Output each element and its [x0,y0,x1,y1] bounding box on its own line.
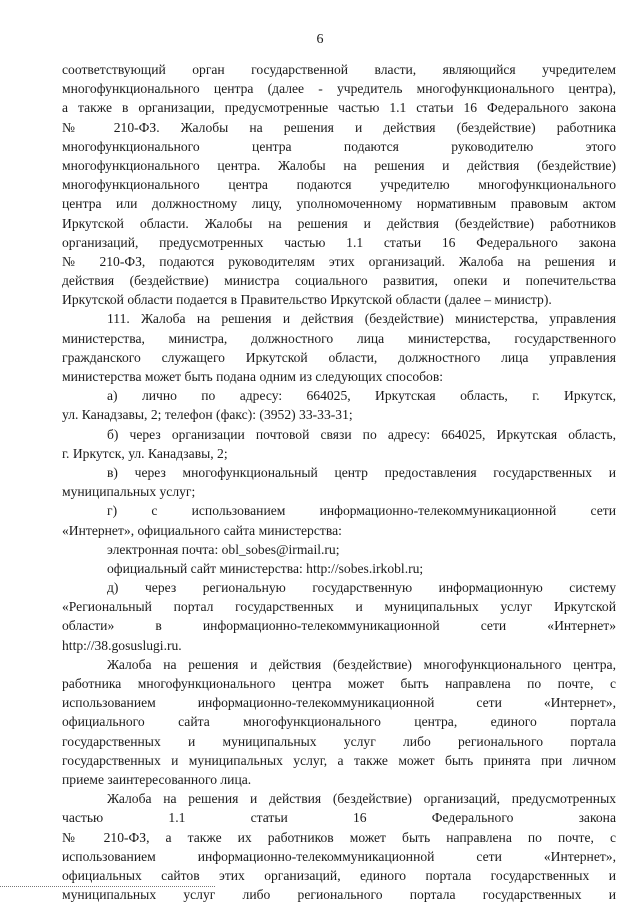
text-line: многофункционального центра. Жалобы на решения и действия (бездействие) [62,157,616,173]
text-line: № 210-ФЗ, а также их работников может быть направлена по почте, с [62,829,616,845]
text-line: гражданского служащего Иркутской области, должностного лица управления [62,349,616,365]
text-line: центра или должностному лицу, уполномоченному нормативным правовым актом [62,196,616,212]
text-line: http://38.gosuslugi.ru. [62,637,182,653]
text-line: государственных и муниципальных услуг либо регионального портала [62,733,616,749]
text-line: официальный сайт министерства: http://sobes.irkobl.ru; [107,560,424,576]
text-line: многофункционального центра подаются руководителю этого [62,138,616,154]
text-line: муниципальных услуг либо регионального портала государственных и [62,887,616,903]
text-line: министерства, министра, должностного лица министерства, государственного [62,330,616,346]
text-line: официальных сайтов этих организаций, единого портала государственных и [62,867,616,883]
text-line: Жалоба на решения и действия (бездействие) многофункционального центра, [107,656,616,672]
text-line: г. Иркутск, ул. Канадзавы, 2; [62,445,228,461]
text-line: в) через многофункциональный центр предоставления государственных и [107,464,616,480]
text-line: использованием информационно-телекоммуникационной сети «Интернет», [62,695,616,711]
text-line: приеме заинтересованного лица. [62,771,252,787]
text-line: официального сайта многофункционального центра, единого портала [62,714,616,730]
text-line: соответствующий орган государственной власти, являющийся учредителем [62,62,616,77]
text-line: № 210-ФЗ, подаются руководителям этих организаций. Жалоба на решения и [62,253,616,269]
text-line: ул. Канадзавы, 2; телефон (факс): (3952) 33-33-31; [62,407,353,423]
page-number: 6 [316,32,324,47]
text-line: 111. Жалоба на решения и действия (бездействие) министерства, управления [107,311,616,327]
text-line: многофункционального центра (далее - учредитель многофункционального центра), [62,81,616,97]
text-line: г) с использованием информационно-телекоммуникационной сети [107,503,616,519]
text-line: Иркутской области подается в Правительство Иркутской области (далее – министр). [62,292,552,308]
text-line: работника многофункционального центра может быть направлена по почте, с [62,676,616,691]
text-line: государственных и муниципальных услуг, а также может быть принята при личном [62,752,616,768]
text-line: № 210-ФЗ. Жалобы на решения и действия (бездействие) работника [62,119,616,135]
text-line: Иркутской области. Жалобы на решения и действия (бездействие) работников [62,215,616,231]
text-line: действия (бездействие) министра социального развития, опеки и попечительства [62,273,616,289]
text-line: использованием информационно-телекоммуникационной сети «Интернет», [62,848,616,864]
text-line: д) через региональную государственную информационную систему [107,580,616,596]
text-line: Жалоба на решения и действия (бездействие) организаций, предусмотренных [107,791,616,807]
text-line: электронная почта: obl_sobes@irmail.ru; [107,541,340,557]
text-line: а также в организации, предусмотренные частью 1.1 статьи 16 Федерального закона [62,100,616,116]
text-line: «Интернет», официального сайта министерства: [62,522,342,538]
text-line: области» в информационно-телекоммуникационной сети «Интернет» [62,618,616,634]
text-line: б) через организации почтовой связи по адресу: 664025, Иркутская область, [107,426,616,442]
text-line: многофункционального центра подаются учредителю многофункционального [62,177,616,193]
text-line: муниципальных услуг; [62,484,196,500]
text-line: частью 1.1 статьи 16 Федерального закона [62,810,616,826]
document-body [62,60,616,904]
text-line: а) лично по адресу: 664025, Иркутская область, г. Иркутск, [107,388,616,404]
footnote-divider [0,886,215,887]
text-line: министерства может быть подана одним из следующих способов: [62,369,444,384]
text-line: организаций, предусмотренных частью 1.1 статьи 16 Федерального закона [62,234,616,250]
text-line: «Региональный портал государственных и муниципальных услуг Иркутской [62,599,616,615]
